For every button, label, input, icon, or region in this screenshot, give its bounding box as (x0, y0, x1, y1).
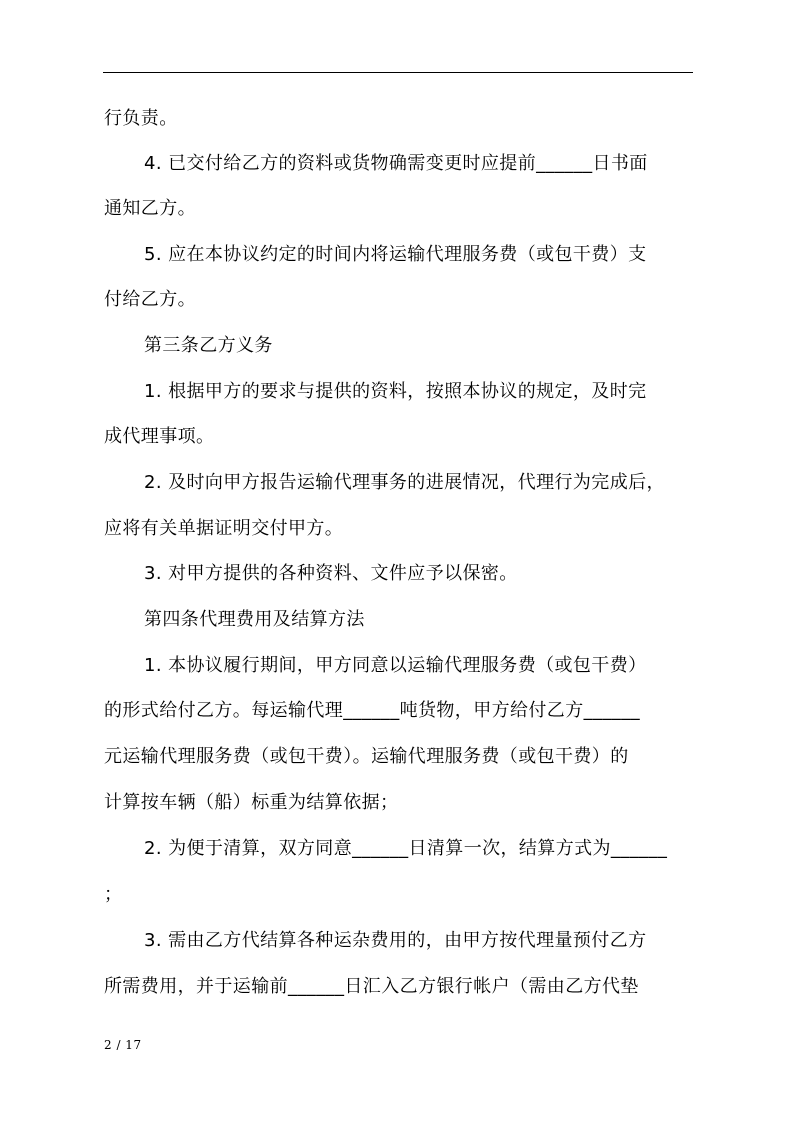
paragraph-line: 2. 为便于清算，双方同意______日清算一次，结算方式为______ (144, 838, 668, 859)
paragraph-line: 3. 对甲方提供的各种资料、文件应予以保密。 (144, 563, 518, 584)
paragraph-line: 2. 及时向甲方报告运输代理事务的进展情况，代理行为完成后， (144, 472, 665, 493)
page-number: 2 / 17 (104, 1038, 142, 1052)
header-rule (103, 72, 693, 73)
paragraph-line: 行负责。 (104, 108, 178, 129)
paragraph-line: 成代理事项。 (104, 426, 215, 447)
section-heading: 第三条乙方义务 (144, 335, 273, 356)
paragraph-line: 5. 应在本协议约定的时间内将运输代理服务费（或包干费）支 (144, 244, 647, 265)
paragraph-line: 1. 本协议履行期间，甲方同意以运输代理服务费（或包干费） (144, 655, 647, 676)
paragraph-line: 应将有关单据证明交付甲方。 (104, 518, 344, 539)
paragraph-line: 计算按车辆（船）标重为结算依据； (104, 792, 399, 813)
paragraph-line: 所需费用，并于运输前______日汇入乙方银行帐户（需由乙方代垫 (104, 976, 639, 997)
paragraph-line: 4. 已交付给乙方的资料或货物确需变更时应提前______日书面 (144, 153, 648, 174)
section-heading: 第四条代理费用及结算方法 (144, 609, 365, 630)
paragraph-line: 的形式给付乙方。每运输代理______吨货物，甲方给付乙方______ (104, 700, 640, 721)
paragraph-line: 付给乙方。 (104, 289, 196, 310)
paragraph-line: 1. 根据甲方的要求与提供的资料，按照本协议的规定，及时完 (144, 381, 647, 402)
paragraph-line: ； (104, 884, 123, 905)
paragraph-line: 元运输代理服务费（或包干费）。运输代理服务费（或包干费）的 (104, 746, 629, 767)
paragraph-line: 3. 需由乙方代结算各种运杂费用的，由甲方按代理量预付乙方 (144, 930, 647, 951)
paragraph-line: 通知乙方。 (104, 198, 196, 219)
